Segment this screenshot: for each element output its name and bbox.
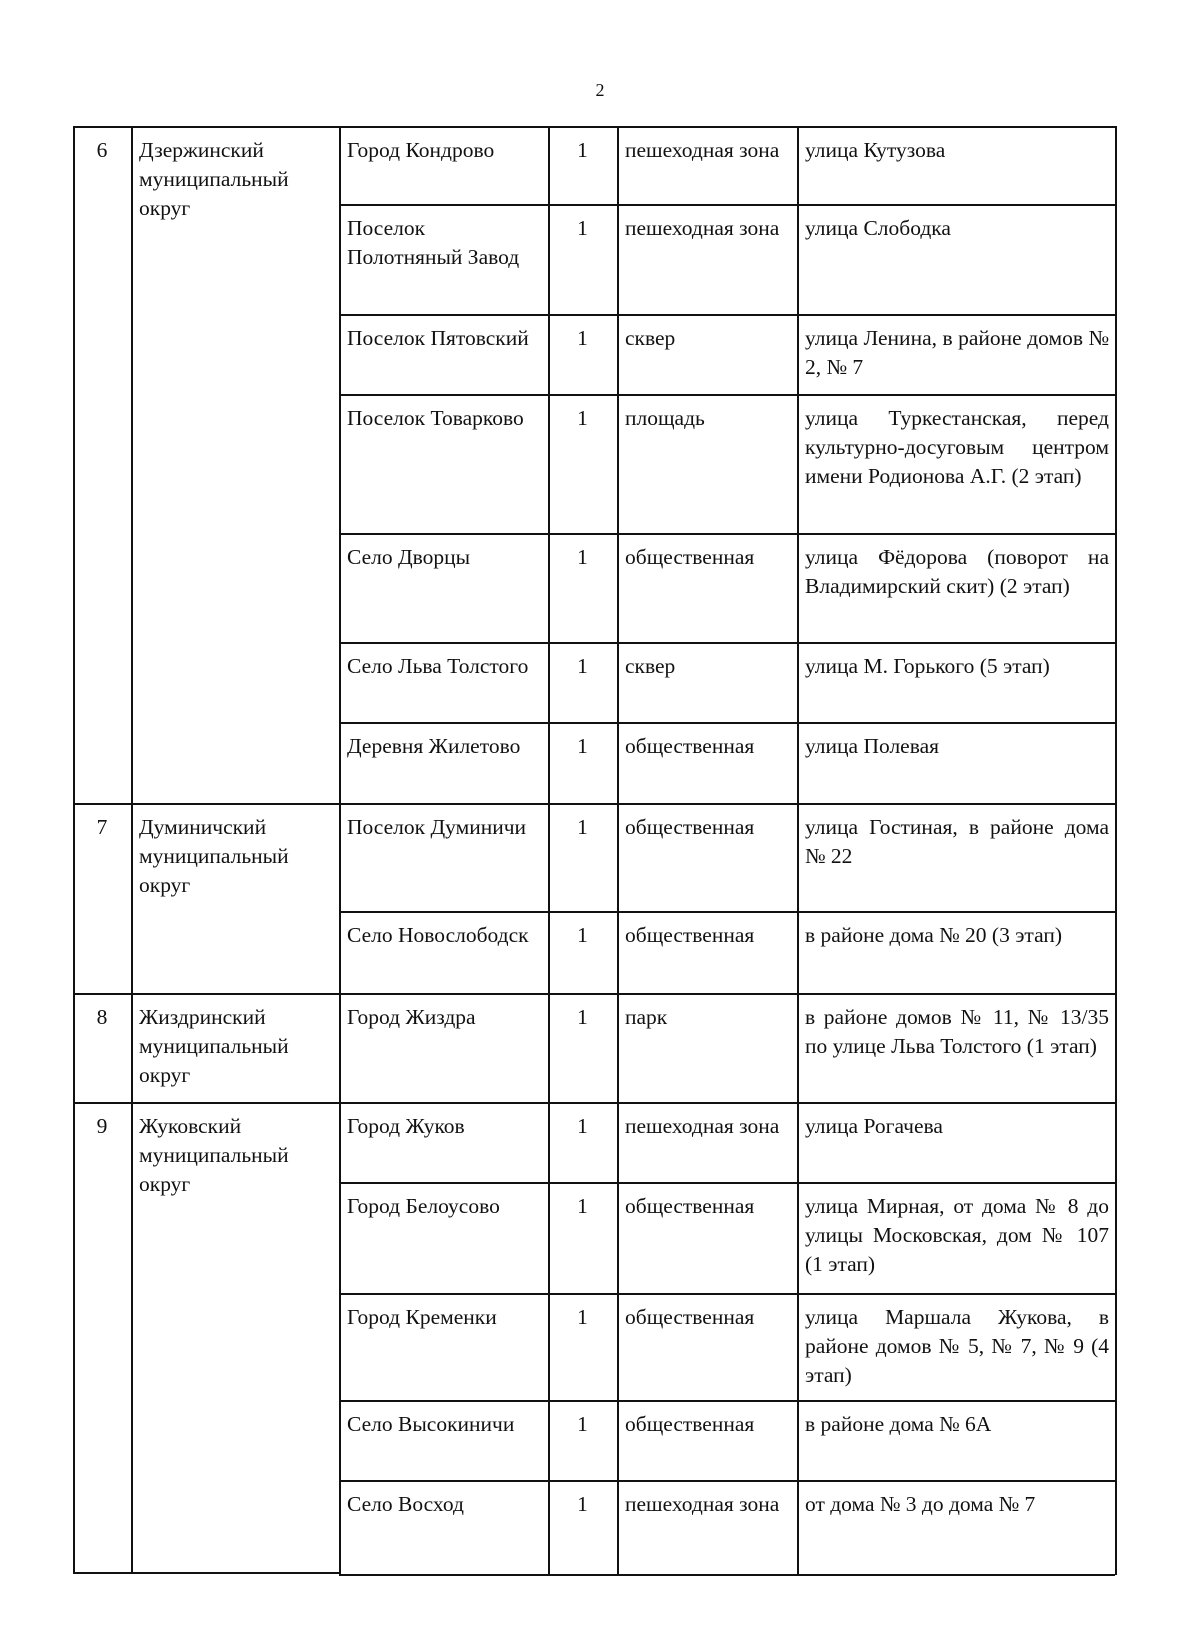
count-cell: 1 (577, 654, 588, 678)
group-number: 6 (96, 138, 108, 162)
row-border (339, 204, 1115, 206)
object-type-cell: сквер (625, 654, 676, 678)
count-cell: 1 (577, 1114, 588, 1138)
row-border (339, 911, 1115, 913)
count-cell: 1 (577, 1005, 588, 1029)
object-type-cell: общественная (625, 734, 755, 758)
row-border (339, 993, 1115, 995)
count-cell: 1 (577, 1194, 588, 1218)
object-type-cell: пешеходная зона (625, 1114, 780, 1138)
group-number: 7 (96, 815, 108, 839)
object-type-cell: площадь (625, 406, 705, 430)
settlement-cell: Поселок Пятовский (347, 326, 529, 350)
object-type-cell: общественная (625, 1412, 755, 1436)
count-cell: 1 (577, 545, 588, 569)
settlement-cell: Село Льва Толстого (347, 654, 529, 678)
col-border-count (617, 126, 619, 1575)
district-name: Жиздринский муниципальный округ (139, 1005, 289, 1087)
address-cell: улица М. Горького (5 этап) (805, 654, 1050, 678)
row-border (339, 1293, 1115, 1295)
address-cell: улица Туркестанская, перед культурно-досуговым центром имени Родионова А.Г. (2 этап) (805, 406, 1109, 488)
count-cell: 1 (577, 1305, 588, 1329)
row-border (339, 126, 1115, 128)
object-type-cell: общественная (625, 1305, 755, 1329)
row-border (339, 314, 1115, 316)
object-type-cell: общественная (625, 1194, 755, 1218)
settlement-cell: Город Кременки (347, 1305, 497, 1329)
settlement-cell: Город Жиздра (347, 1005, 476, 1029)
count-cell: 1 (577, 216, 588, 240)
object-type-cell: общественная (625, 545, 755, 569)
group-border (73, 993, 339, 995)
row-border (339, 394, 1115, 396)
address-cell: улица Гостиная, в районе дома № 22 (805, 815, 1109, 868)
settlement-cell: Село Восход (347, 1492, 464, 1516)
count-cell: 1 (577, 815, 588, 839)
group-number: 8 (96, 1005, 108, 1029)
col-border-right (1115, 126, 1117, 1575)
settlement-cell: Поселок Думиничи (347, 815, 527, 839)
col-border-settlement (548, 126, 550, 1575)
table-bottom-left (73, 1572, 339, 1574)
settlement-cell: Город Белоусово (347, 1194, 500, 1218)
address-cell: в районе дома № 20 (3 этап) (805, 923, 1063, 947)
group-border (73, 1102, 339, 1104)
col-border-number (131, 126, 133, 1573)
settlement-cell: Село Новослободск (347, 923, 529, 947)
count-cell: 1 (577, 1492, 588, 1516)
group-border (73, 126, 339, 128)
address-cell: в районе домов № 11, № 13/35 по улице Льва Толстого (1 этап) (805, 1005, 1109, 1058)
object-type-cell: пешеходная зона (625, 216, 780, 240)
address-cell: улица Кутузова (805, 138, 946, 162)
address-cell: от дома № 3 до дома № 7 (805, 1492, 1036, 1516)
district-name: Жуковский муниципальный округ (139, 1114, 289, 1196)
object-type-cell: общественная (625, 923, 755, 947)
group-border (73, 803, 339, 805)
col-border-district (339, 126, 341, 1575)
settlement-cell: Деревня Жилетово (347, 734, 521, 758)
address-cell: улица Ленина, в районе домов № 2, № 7 (805, 326, 1109, 379)
address-cell: в районе дома № 6А (805, 1412, 992, 1436)
count-cell: 1 (577, 406, 588, 430)
count-cell: 1 (577, 1412, 588, 1436)
count-cell: 1 (577, 923, 588, 947)
row-border (339, 533, 1115, 535)
row-border (339, 722, 1115, 724)
address-cell: улица Маршала Жукова, в районе домов № 5, № 7, № 9 (4 этап) (805, 1305, 1109, 1387)
address-cell: улица Мирная, от дома № 8 до улицы Московская, дом № 107 (1 этап) (805, 1194, 1109, 1276)
object-type-cell: парк (625, 1005, 668, 1029)
object-type-cell: пешеходная зона (625, 138, 780, 162)
district-name: Думиничский муниципальный округ (139, 815, 289, 897)
settlement-cell: Село Высокиничи (347, 1412, 515, 1436)
settlement-cell: Город Жуков (347, 1114, 465, 1138)
settlement-cell: Поселок Товарково (347, 406, 524, 430)
settlement-cell: Поселок Полотняный Завод (347, 216, 520, 269)
district-name: Дзержинский муниципальный округ (139, 138, 289, 220)
col-border-left (73, 126, 75, 1573)
count-cell: 1 (577, 326, 588, 350)
settlement-cell: Город Кондрово (347, 138, 495, 162)
address-cell: улица Слободка (805, 216, 951, 240)
row-border (339, 1102, 1115, 1104)
group-number: 9 (96, 1114, 108, 1138)
row-border (339, 1400, 1115, 1402)
object-type-cell: сквер (625, 326, 676, 350)
count-cell: 1 (577, 138, 588, 162)
object-type-cell: пешеходная зона (625, 1492, 780, 1516)
table-bottom-right (339, 1574, 1115, 1576)
settlement-cell: Село Дворцы (347, 545, 471, 569)
col-border-type (797, 126, 799, 1575)
count-cell: 1 (577, 734, 588, 758)
page-number: 2 (595, 80, 605, 100)
row-border (339, 1182, 1115, 1184)
address-cell: улица Полевая (805, 734, 940, 758)
address-cell: улица Рогачева (805, 1114, 943, 1138)
row-border (339, 1480, 1115, 1482)
row-border (339, 642, 1115, 644)
object-type-cell: общественная (625, 815, 755, 839)
address-cell: улица Фёдорова (поворот на Владимирский скит) (2 этап) (805, 545, 1109, 598)
row-border (339, 803, 1115, 805)
